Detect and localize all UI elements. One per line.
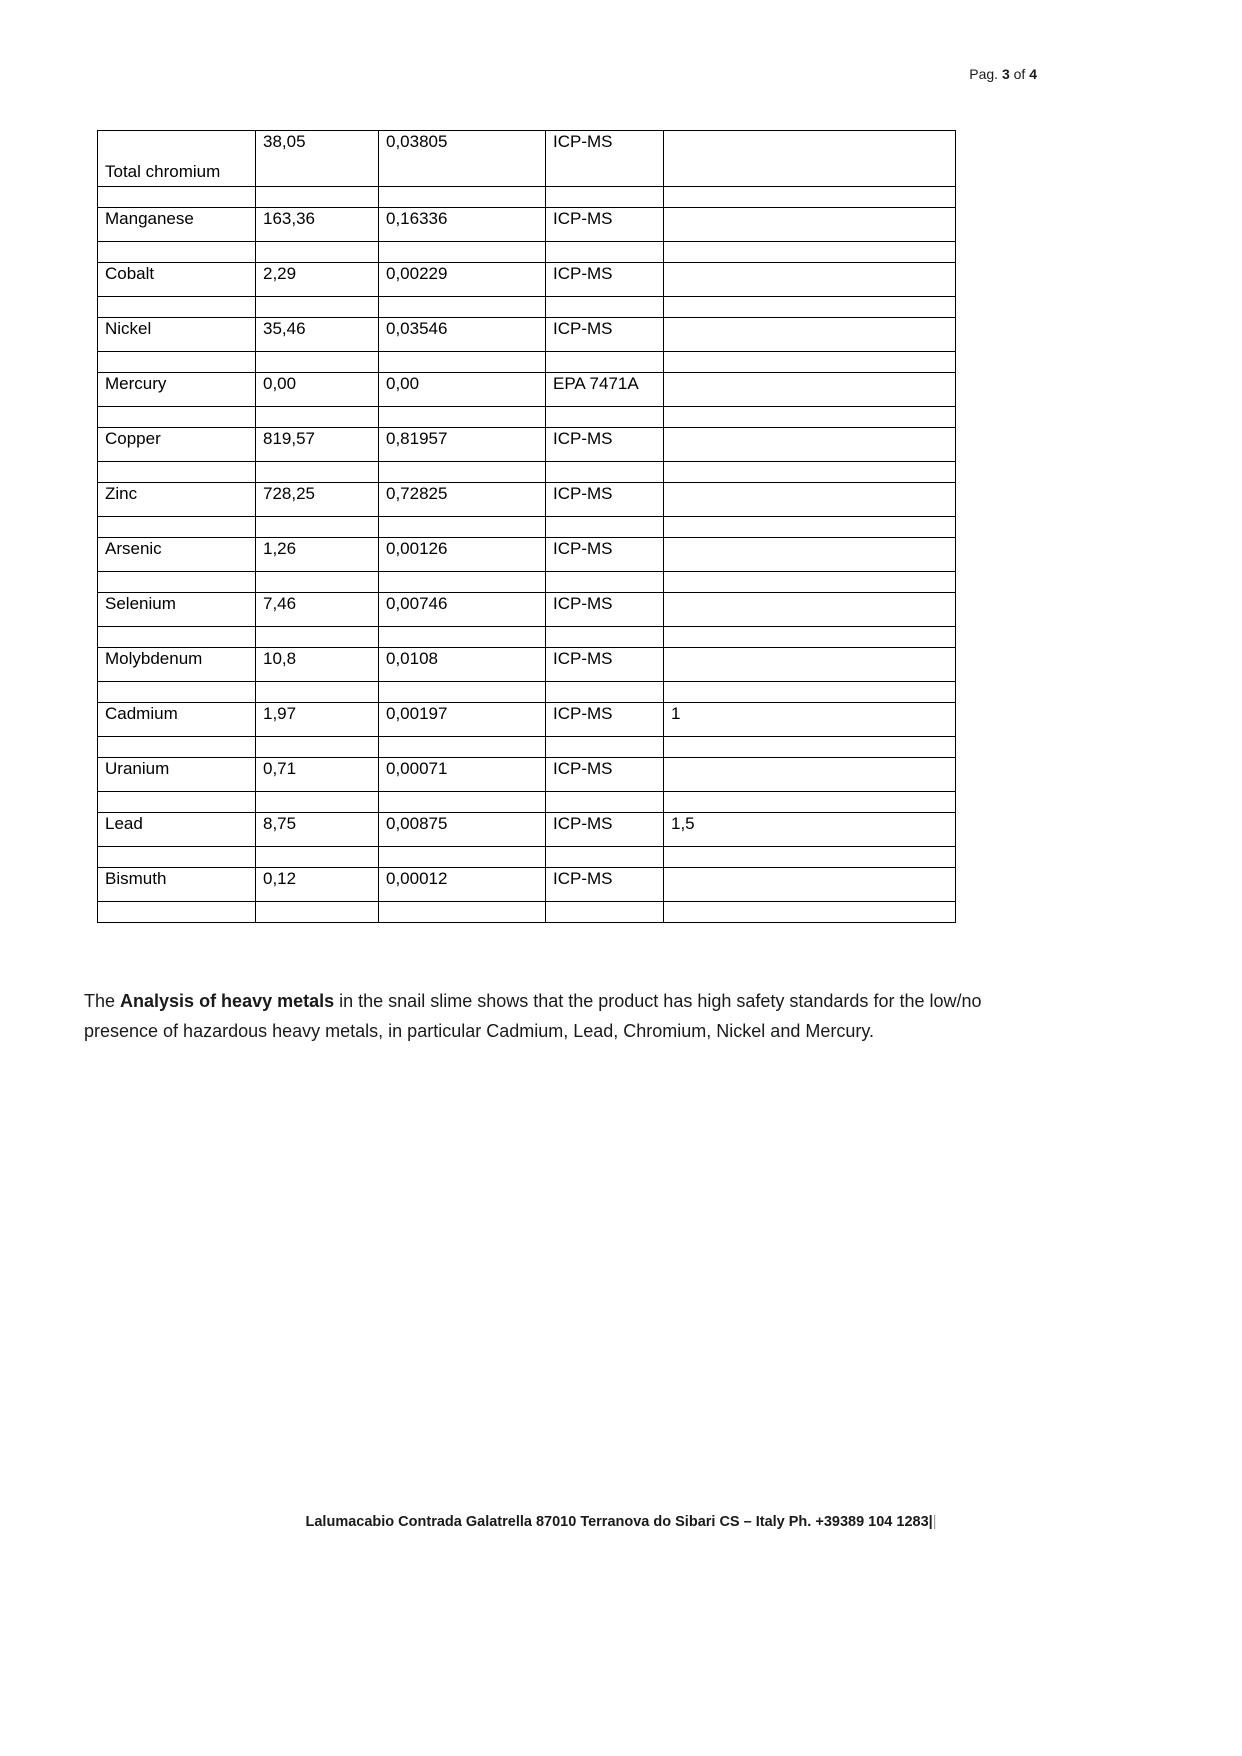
cell-limit bbox=[664, 131, 956, 187]
spacer-cell bbox=[379, 517, 546, 538]
spacer-cell bbox=[98, 242, 256, 263]
spacer-cell bbox=[546, 902, 664, 923]
spacer-cell bbox=[98, 902, 256, 923]
cell-limit bbox=[664, 428, 956, 462]
cell-value-mg-kg: 819,57 bbox=[256, 428, 379, 462]
spacer-cell bbox=[664, 627, 956, 648]
cell-value-mg-kg: 7,46 bbox=[256, 593, 379, 627]
table-row bbox=[98, 373, 956, 407]
table-row bbox=[98, 813, 956, 847]
table-row bbox=[98, 593, 956, 627]
spacer-cell bbox=[546, 407, 664, 428]
cell-limit bbox=[664, 593, 956, 627]
spacer-cell bbox=[546, 572, 664, 593]
cell-limit: 1,5 bbox=[664, 813, 956, 847]
cell-limit bbox=[664, 318, 956, 352]
page-number-total: 4 bbox=[1029, 66, 1037, 82]
cell-value-mg-kg: 8,75 bbox=[256, 813, 379, 847]
cell-metal-name: Uranium bbox=[98, 758, 256, 792]
spacer-cell bbox=[379, 572, 546, 593]
spacer-cell bbox=[256, 407, 379, 428]
cell-value-percent: 0,16336 bbox=[379, 208, 546, 242]
cell-metal-name: Cadmium bbox=[98, 703, 256, 737]
summary-text-start: The bbox=[84, 991, 121, 1011]
spacer-cell bbox=[664, 792, 956, 813]
cell-limit bbox=[664, 208, 956, 242]
spacer-cell bbox=[664, 517, 956, 538]
page-number bbox=[969, 66, 1037, 82]
table-spacer-row bbox=[98, 517, 956, 538]
spacer-cell bbox=[379, 902, 546, 923]
table-spacer-row bbox=[98, 682, 956, 703]
spacer-cell bbox=[379, 627, 546, 648]
cell-value-percent: 0,00197 bbox=[379, 703, 546, 737]
cell-method: ICP-MS bbox=[546, 483, 664, 517]
cell-value-mg-kg: 163,36 bbox=[256, 208, 379, 242]
cell-value-percent: 0,0108 bbox=[379, 648, 546, 682]
cell-value-mg-kg: 2,29 bbox=[256, 263, 379, 297]
cell-limit bbox=[664, 483, 956, 517]
cell-metal-name: Bismuth bbox=[98, 868, 256, 902]
spacer-cell bbox=[256, 572, 379, 593]
footer-address: Lalumacabio Contrada Galatrella 87010 Terranova do Sibari CS – Italy Ph. +39389 104 1283 bbox=[305, 1514, 929, 1530]
table-spacer-row bbox=[98, 737, 956, 758]
cell-method: ICP-MS bbox=[546, 868, 664, 902]
spacer-cell bbox=[98, 352, 256, 373]
spacer-cell bbox=[98, 572, 256, 593]
spacer-cell bbox=[256, 517, 379, 538]
spacer-cell bbox=[379, 187, 546, 208]
cell-value-percent: 0,00 bbox=[379, 373, 546, 407]
spacer-cell bbox=[98, 627, 256, 648]
cell-value-percent: 0,00126 bbox=[379, 538, 546, 572]
spacer-cell bbox=[664, 737, 956, 758]
spacer-cell bbox=[256, 462, 379, 483]
spacer-cell bbox=[546, 297, 664, 318]
cell-value-percent: 0,00229 bbox=[379, 263, 546, 297]
spacer-cell bbox=[256, 902, 379, 923]
cell-method: ICP-MS bbox=[546, 318, 664, 352]
cell-method: ICP-MS bbox=[546, 593, 664, 627]
table-spacer-row bbox=[98, 627, 956, 648]
page-footer bbox=[0, 1514, 1242, 1530]
spacer-cell bbox=[256, 627, 379, 648]
spacer-cell bbox=[256, 187, 379, 208]
table-row bbox=[98, 538, 956, 572]
summary-paragraph bbox=[84, 986, 1016, 1046]
cell-method: EPA 7471A bbox=[546, 373, 664, 407]
cell-value-mg-kg: 0,12 bbox=[256, 868, 379, 902]
spacer-cell bbox=[664, 297, 956, 318]
table-spacer-row bbox=[98, 187, 956, 208]
heavy-metals-table bbox=[97, 130, 956, 923]
cell-limit bbox=[664, 758, 956, 792]
cell-metal-name: Molybdenum bbox=[98, 648, 256, 682]
spacer-cell bbox=[546, 847, 664, 868]
page-number-separator: of bbox=[1009, 66, 1030, 82]
spacer-cell bbox=[546, 737, 664, 758]
spacer-cell bbox=[379, 242, 546, 263]
spacer-cell bbox=[664, 242, 956, 263]
spacer-cell bbox=[379, 352, 546, 373]
cell-value-mg-kg: 35,46 bbox=[256, 318, 379, 352]
spacer-cell bbox=[98, 847, 256, 868]
cell-value-percent: 0,72825 bbox=[379, 483, 546, 517]
cell-metal-name: Nickel bbox=[98, 318, 256, 352]
spacer-cell bbox=[379, 407, 546, 428]
cell-value-percent: 0,81957 bbox=[379, 428, 546, 462]
cell-value-mg-kg: 38,05 bbox=[256, 131, 379, 187]
spacer-cell bbox=[664, 352, 956, 373]
cell-metal-name: Copper bbox=[98, 428, 256, 462]
summary-text-bold: Analysis of heavy metals bbox=[120, 991, 335, 1011]
cell-value-mg-kg: 1,26 bbox=[256, 538, 379, 572]
table-row bbox=[98, 703, 956, 737]
cell-limit bbox=[664, 373, 956, 407]
table-row bbox=[98, 263, 956, 297]
spacer-cell bbox=[546, 792, 664, 813]
table-spacer-row bbox=[98, 847, 956, 868]
cell-metal-name: Cobalt bbox=[98, 263, 256, 297]
spacer-cell bbox=[379, 682, 546, 703]
spacer-cell bbox=[664, 462, 956, 483]
table-spacer-row bbox=[98, 407, 956, 428]
table-spacer-row bbox=[98, 352, 956, 373]
cell-value-percent: 0,03546 bbox=[379, 318, 546, 352]
spacer-cell bbox=[546, 462, 664, 483]
table-row bbox=[98, 483, 956, 517]
page-number-current: 3 bbox=[1001, 66, 1010, 82]
cell-limit bbox=[664, 538, 956, 572]
cell-method: ICP-MS bbox=[546, 263, 664, 297]
spacer-cell bbox=[98, 297, 256, 318]
page-number-prefix: Pag. bbox=[969, 66, 1002, 82]
cell-method: ICP-MS bbox=[546, 208, 664, 242]
spacer-cell bbox=[664, 847, 956, 868]
spacer-cell bbox=[98, 792, 256, 813]
table-spacer-row bbox=[98, 902, 956, 923]
cell-metal-name: Zinc bbox=[98, 483, 256, 517]
spacer-cell bbox=[98, 187, 256, 208]
spacer-cell bbox=[256, 792, 379, 813]
cell-value-mg-kg: 10,8 bbox=[256, 648, 379, 682]
spacer-cell bbox=[256, 682, 379, 703]
spacer-cell bbox=[256, 242, 379, 263]
cell-value-percent: 0,00012 bbox=[379, 868, 546, 902]
spacer-cell bbox=[98, 517, 256, 538]
cell-limit: 1 bbox=[664, 703, 956, 737]
spacer-cell bbox=[546, 627, 664, 648]
spacer-cell bbox=[664, 902, 956, 923]
table-spacer-row bbox=[98, 792, 956, 813]
cell-value-mg-kg: 0,00 bbox=[256, 373, 379, 407]
cell-value-mg-kg: 0,71 bbox=[256, 758, 379, 792]
spacer-cell bbox=[98, 462, 256, 483]
cell-metal-name: Mercury bbox=[98, 373, 256, 407]
table-row bbox=[98, 208, 956, 242]
cell-method: ICP-MS bbox=[546, 703, 664, 737]
cell-method: ICP-MS bbox=[546, 538, 664, 572]
heavy-metals-table-container bbox=[97, 130, 955, 923]
table-row bbox=[98, 318, 956, 352]
spacer-cell bbox=[379, 847, 546, 868]
spacer-cell bbox=[664, 187, 956, 208]
cell-value-percent: 0,00746 bbox=[379, 593, 546, 627]
spacer-cell bbox=[546, 352, 664, 373]
cell-method: ICP-MS bbox=[546, 648, 664, 682]
table-row bbox=[98, 131, 956, 187]
spacer-cell bbox=[546, 682, 664, 703]
spacer-cell bbox=[546, 517, 664, 538]
table-spacer-row bbox=[98, 462, 956, 483]
summary-text-end: in the snail slime shows that the product has high safety standards for the low/no presence of hazardous heavy metals, in particular Cadmium, Lead, Chromium, Nickel and Mercury. bbox=[84, 991, 982, 1041]
table-spacer-row bbox=[98, 297, 956, 318]
cell-metal-name: Lead bbox=[98, 813, 256, 847]
spacer-cell bbox=[98, 737, 256, 758]
footer-cursor-mark: | bbox=[932, 1514, 937, 1530]
spacer-cell bbox=[546, 187, 664, 208]
cell-method: ICP-MS bbox=[546, 813, 664, 847]
cell-limit bbox=[664, 648, 956, 682]
cell-value-percent: 0,03805 bbox=[379, 131, 546, 187]
table-row bbox=[98, 648, 956, 682]
cell-value-mg-kg: 728,25 bbox=[256, 483, 379, 517]
spacer-cell bbox=[379, 462, 546, 483]
cell-metal-name: Total chromium bbox=[98, 131, 256, 187]
spacer-cell bbox=[379, 737, 546, 758]
spacer-cell bbox=[256, 352, 379, 373]
cell-value-percent: 0,00071 bbox=[379, 758, 546, 792]
table-spacer-row bbox=[98, 572, 956, 593]
cell-method: ICP-MS bbox=[546, 428, 664, 462]
cell-value-percent: 0,00875 bbox=[379, 813, 546, 847]
spacer-cell bbox=[379, 297, 546, 318]
footer-bar: | bbox=[928, 1514, 933, 1530]
cell-limit bbox=[664, 263, 956, 297]
table-row bbox=[98, 758, 956, 792]
spacer-cell bbox=[546, 242, 664, 263]
spacer-cell bbox=[379, 792, 546, 813]
table-row bbox=[98, 868, 956, 902]
cell-method: ICP-MS bbox=[546, 131, 664, 187]
cell-method: ICP-MS bbox=[546, 758, 664, 792]
cell-metal-name: Arsenic bbox=[98, 538, 256, 572]
cell-value-mg-kg: 1,97 bbox=[256, 703, 379, 737]
spacer-cell bbox=[664, 682, 956, 703]
table-row bbox=[98, 428, 956, 462]
spacer-cell bbox=[98, 407, 256, 428]
cell-metal-name: Selenium bbox=[98, 593, 256, 627]
cell-limit bbox=[664, 868, 956, 902]
spacer-cell bbox=[664, 407, 956, 428]
spacer-cell bbox=[256, 847, 379, 868]
table-spacer-row bbox=[98, 242, 956, 263]
spacer-cell bbox=[664, 572, 956, 593]
spacer-cell bbox=[256, 737, 379, 758]
spacer-cell bbox=[256, 297, 379, 318]
cell-metal-name: Manganese bbox=[98, 208, 256, 242]
spacer-cell bbox=[98, 682, 256, 703]
